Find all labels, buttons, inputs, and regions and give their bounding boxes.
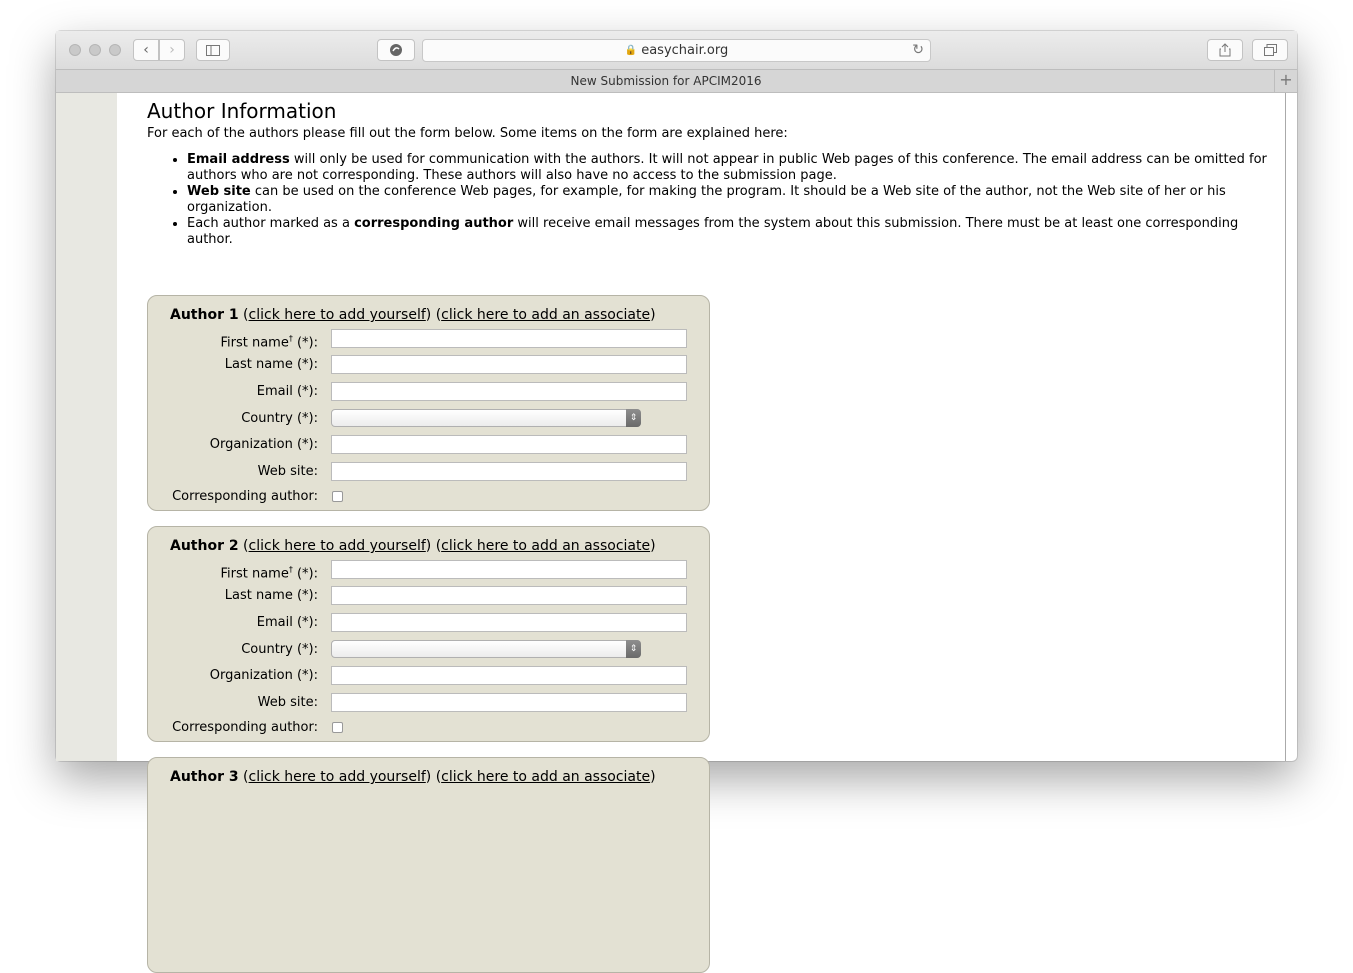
- author-3-header: Author 3 (click here to add yourself) (click here to add an associate): [170, 769, 656, 785]
- tabs-icon: [1264, 44, 1277, 56]
- tab-title[interactable]: New Submission for APCIM2016: [570, 74, 762, 88]
- author-2-header: Author 2 (click here to add yourself) (click here to add an associate): [170, 538, 656, 554]
- note-term: Email address: [187, 152, 290, 167]
- browser-window: [56, 31, 1297, 785]
- author-title: Author 2: [170, 538, 239, 554]
- note-term: corresponding author: [354, 216, 514, 231]
- address-bar[interactable]: [422, 39, 931, 62]
- email-field[interactable]: [331, 382, 687, 401]
- new-tab-button[interactable]: [1274, 70, 1297, 92]
- close-window-button[interactable]: [69, 44, 81, 56]
- author-1-header: Author 1 (click here to add yourself) (click here to add an associate): [170, 307, 656, 323]
- organization-field[interactable]: [331, 435, 687, 454]
- web-site-field[interactable]: [331, 693, 687, 712]
- back-button[interactable]: [133, 39, 159, 61]
- organization-label: Organization (*):: [209, 668, 318, 683]
- author-title: Author 3: [170, 769, 239, 785]
- page-right-border: [1285, 93, 1286, 761]
- chevron-updown-icon: ⇕: [626, 640, 641, 658]
- list-item: [187, 184, 1279, 216]
- country-label: Country (*):: [241, 642, 318, 657]
- explanation-list: [147, 152, 1279, 248]
- web-site-field[interactable]: [331, 462, 687, 481]
- page-title: Author Information: [147, 99, 337, 123]
- add-yourself-link[interactable]: click here to add yourself: [248, 307, 426, 323]
- corresponding-checkbox[interactable]: [332, 722, 343, 733]
- intro-text: For each of the authors please fill out the form below. Some items on the form are explained here:: [147, 126, 788, 141]
- share-button[interactable]: [1207, 39, 1243, 61]
- email-label: Email (*):: [256, 615, 318, 630]
- corresponding-label: Corresponding author:: [172, 489, 318, 504]
- author-3-box: [147, 757, 710, 973]
- first-name-field[interactable]: [331, 329, 687, 348]
- email-field[interactable]: [331, 613, 687, 632]
- add-associate-link[interactable]: click here to add an associate: [441, 307, 651, 323]
- page-content: [147, 93, 1282, 785]
- page-left-margin: [56, 93, 117, 761]
- country-select[interactable]: [331, 640, 641, 658]
- sidebar-icon: [206, 45, 220, 56]
- organization-label: Organization (*):: [209, 437, 318, 452]
- note-term: Web site: [187, 184, 251, 199]
- list-item: [187, 152, 1279, 184]
- plus-icon: +: [1279, 70, 1293, 89]
- note-text: will receive email messages from the system about this submission. There must be at least one corresponding author.: [187, 216, 1239, 247]
- note-text: will only be used for communication with the authors. It will not appear in public Web pages of this conference. The email address can be omitted for authors who are not corresponding. These authors will also have no access to the submission page.: [187, 152, 1267, 183]
- country-select[interactable]: [331, 409, 641, 427]
- reload-icon[interactable]: ↻: [912, 42, 924, 58]
- add-associate-link[interactable]: click here to add an associate: [441, 538, 651, 554]
- add-yourself-link[interactable]: click here to add yourself: [248, 538, 426, 554]
- last-name-field[interactable]: [331, 586, 687, 605]
- minimize-window-button[interactable]: [89, 44, 101, 56]
- author-2-box: [147, 526, 710, 742]
- first-name-label: First name† (*):: [220, 565, 318, 582]
- forward-button[interactable]: [159, 39, 185, 61]
- lock-icon: 🔒: [624, 45, 638, 56]
- add-associate-link[interactable]: click here to add an associate: [441, 769, 651, 785]
- add-yourself-link[interactable]: click here to add yourself: [248, 769, 426, 785]
- first-name-label: First name† (*):: [220, 334, 318, 351]
- last-name-label: Last name (*):: [224, 588, 318, 603]
- chevron-left-icon: ‹: [143, 42, 149, 58]
- email-label: Email (*):: [256, 384, 318, 399]
- country-label: Country (*):: [241, 411, 318, 426]
- extension-icon: [389, 43, 403, 57]
- zoom-window-button[interactable]: [109, 44, 121, 56]
- chevron-updown-icon: ⇕: [626, 409, 641, 427]
- author-title: Author 1: [170, 307, 239, 323]
- tabs-overview-button[interactable]: [1252, 39, 1288, 61]
- web-site-label: Web site:: [257, 695, 318, 710]
- last-name-label: Last name (*):: [224, 357, 318, 372]
- chevron-right-icon: ›: [169, 42, 175, 58]
- list-item: [187, 216, 1279, 248]
- first-name-field[interactable]: [331, 560, 687, 579]
- last-name-field[interactable]: [331, 355, 687, 374]
- address-text: easychair.org: [641, 43, 729, 58]
- corresponding-checkbox[interactable]: [332, 491, 343, 502]
- tab-bar: [56, 69, 1297, 93]
- web-site-label: Web site:: [257, 464, 318, 479]
- share-icon: [1219, 43, 1231, 57]
- extension-button[interactable]: [377, 39, 415, 61]
- browser-toolbar: [56, 31, 1297, 69]
- sidebar-toggle-button[interactable]: [196, 39, 230, 61]
- note-text: can be used on the conference Web pages, for example, for making the program. It should be a Web site of the author, not the Web site of her or his organization.: [187, 184, 1226, 215]
- author-1-box: [147, 295, 710, 511]
- corresponding-label: Corresponding author:: [172, 720, 318, 735]
- note-text: Each author marked as a: [187, 216, 355, 231]
- organization-field[interactable]: [331, 666, 687, 685]
